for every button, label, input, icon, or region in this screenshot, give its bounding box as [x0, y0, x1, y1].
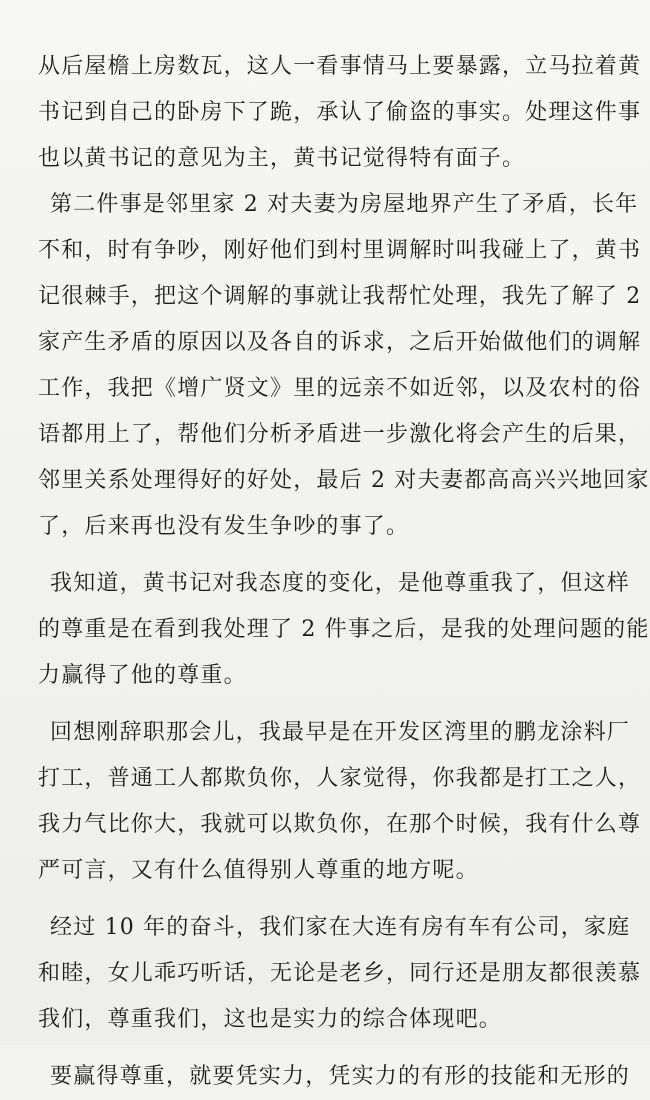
text-line: 了，后来再也没有发生争吵的事了。 [38, 514, 410, 539]
text-line: 第二件事是邻里家 2 对夫妻为房屋地界产生了矛盾，长年 [50, 192, 639, 217]
text-line: 要赢得尊重，就要凭实力，凭实力的有形的技能和无形的 [50, 1064, 631, 1089]
paragraph-1 [38, 44, 642, 182]
text-line: 和睦，女儿乖巧听话，无论是老乡，同行还是朋友都很羡慕 [38, 961, 642, 986]
paragraph-6 [38, 1054, 631, 1100]
paragraph-3 [38, 561, 650, 699]
text-line: 经过 10 年的奋斗，我们家在大连有房有车有公司，家庭 [50, 915, 631, 940]
paragraph-4 [38, 710, 642, 894]
text-line: 打工，普通工人都欺负你，人家觉得，你我都是打工之人， [38, 766, 642, 791]
paragraph-spacing [38, 550, 620, 561]
text-line: 邻里关系处理得好的好处，最后 2 对夫妻都高高兴兴地回家 [38, 468, 650, 493]
text-line: 我们，尊重我们，这也是实力的综合体现吧。 [38, 1007, 503, 1032]
text-line: 记很棘手，把这个调解的事就让我帮忙处理，我先了解了 2 [38, 284, 642, 309]
text-line: 语都用上了，帮他们分析矛盾进一步激化将会产生的后果， [38, 422, 642, 447]
text-line: 书记到自己的卧房下了跪，承认了偷盗的事实。处理这件事 [38, 100, 642, 125]
text-line: 我力气比你大，我就可以欺负你，在那个时候，我有什么尊 [38, 812, 642, 837]
text-line: 力赢得了他的尊重。 [38, 663, 247, 688]
text-line: 的尊重是在看到我处理了 2 件事之后，是我的处理问题的能 [38, 617, 650, 642]
text-line: 不和，时有争吵，刚好他们到村里调解时叫我碰上了，黄书 [38, 238, 642, 263]
paragraph-5 [38, 905, 642, 1043]
text-line: 我知道，黄书记对我态度的变化，是他尊重我了，但这样 [50, 571, 631, 596]
text-line: 从后屋檐上房数瓦，这人一看事情马上要暴露，立马拉着黄 [38, 54, 642, 79]
text-line: 回想刚辞职那会儿，我最早是在开发区湾里的鹏龙涂料厂 [50, 720, 631, 745]
paragraph-spacing [38, 699, 620, 710]
text-line: 家产生矛盾的原因以及各自的诉求，之后开始做他们的调解 [38, 330, 642, 355]
paragraph-2 [38, 182, 650, 550]
paragraph-spacing [38, 894, 620, 905]
text-line: 工作，我把《增广贤文》里的远亲不如近邻，以及农村的俗 [38, 376, 642, 401]
text-line: 也以黄书记的意见为主，黄书记觉得特有面子。 [38, 146, 526, 171]
text-line: 严可言，又有什么值得别人尊重的地方呢。 [38, 858, 479, 883]
